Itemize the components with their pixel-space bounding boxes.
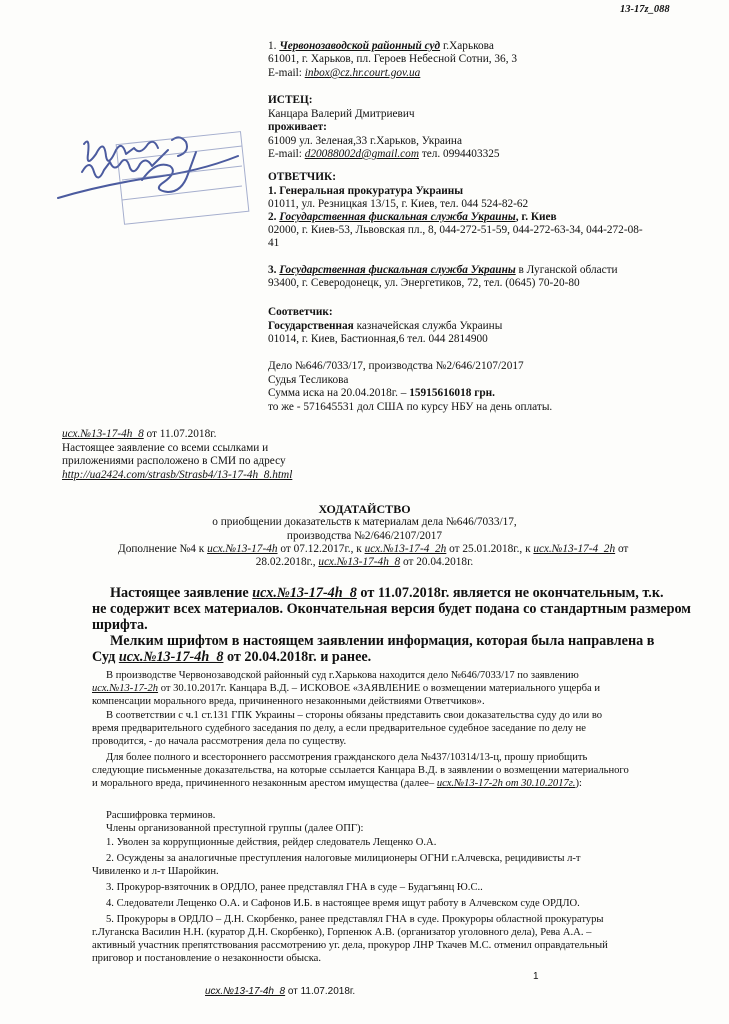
defendant-2-address: 02000, г. Киев-53, Львовская пл., 8, 044-272-51-59, 044-272-63-34, 044-272-08- [268,224,643,236]
notice-line-3: шрифта. [92,617,148,633]
body-p3-line-3: и морального вреда, причиненного незаконным арестом имущества (далее– исх.№13-17-2h от 30.10.2017г.): [92,778,582,789]
codefendant-label: Соответчик: [268,306,333,318]
term-2-line-2: Чивиленко и л-т Шаройкин. [92,866,219,877]
body-p1-line-1: В производстве Червонозаводской районный суд г.Харькова находится дело №646/7033/17 по заявлению [106,670,579,681]
plaintiff-name: Канцара Валерий Дмитриевич [268,108,415,120]
page-number: 1 [533,971,539,982]
terms-heading: Расшифровка терминов. [106,810,216,821]
notice-line-4: Мелким шрифтом в настоящем заявлении информация, которая была направлена в [110,633,655,649]
term-1: 1. Уволен за коррупционные действия, рейдер следователь Лещенко О.А. [106,837,437,848]
body-p1-line-3: компенсации морального вреда, причиненного незаконными действиями Ответчиков». [92,696,485,707]
document-code: 13-17z_088 [620,4,670,15]
addendum-line-2: 28.02.2018г., исх.№13-17-4h_8 от 20.04.2018г. [255,556,474,568]
term-4: 4. Следователи Лещенко О.А. и Сафонов И.Б. в настоящее время ищут работу в Алчевском суде ОРДЛО. [106,898,580,909]
court-line: 1. Червонозаводской районный суд г.Харькова [268,40,494,52]
reference-url-link[interactable]: http://ua2424.com/strasb/Strasb4/13-17-4h_8.html [62,469,293,481]
body-p1-line-2: исх.№13-17-2h от 30.10.2017г. Канцара В.Д. – ИСКОВОЕ «ЗАЯВЛЕНИЕ о возмещении материального ущерба и [92,683,601,694]
defendant-2-address-cont: 41 [268,237,280,249]
term-5-line-2: г.Луганска Василин Н.Н. (куратор Д.Н. Скорбенко), Горпенюк А.В. (организатор уголовного дела), Рева А.А. – [92,927,592,938]
reference-note-2: приложениями расположено в СМИ по адресу [62,455,286,467]
court-name: Червонозаводской районный суд [279,40,441,52]
addendum-line-1: Дополнение №4 к исх.№13-17-4h от 07.12.2017г., к исх.№13-17-4_2h от 25.01.2018г., к исх.№13-17-4_2h от [118,543,629,555]
judge: Судья Тесликова [268,374,349,386]
title-subtitle-2: производства №2/646/2107/2017 [286,530,443,542]
codefendant-address: 01014, г. Киев, Бастионная,6 тел. 044 2814900 [268,333,488,345]
plaintiff-email-line: E-mail: d20088002d@gmail.com тел. 0994403325 [268,148,500,160]
defendant-label: ОТВЕТЧИК: [268,171,336,183]
footer-reference: исх.№13-17-4h_8 от 11.07.2018г. [205,986,356,997]
plaintiff-email-link[interactable]: d20088002d@gmail.com [304,148,419,160]
court-email-link[interactable]: inbox@cz.hr.court.gov.ua [304,67,421,79]
court-address: 61001, г. Харьков, пл. Героев Небесной Сотни, 36, 3 [268,53,517,65]
plaintiff-label: ИСТЕЦ: [268,94,313,106]
reference-number: исх.№13-17-4h_8 от 11.07.2018г. [62,428,217,440]
body-p2-line-3: проводится, - до начала рассмотрения дела по существу. [92,736,347,747]
codefendant-name: Государственная казначейская служба Украины [268,320,503,332]
court-email-line: E-mail: inbox@cz.hr.court.gov.ua [268,67,421,79]
defendant-3-address: 93400, г. Северодонецк, ул. Энергетиков, 72, тел. (0645) 70-20-80 [268,277,580,289]
body-p2-line-1: В соответствии с ч.1 ст.131 ГПК Украины – стороны обязаны представить свои доказательства суду до или во [106,710,603,721]
term-5-line-3: активный участник препятствования рассмотрению уг. дела, прокурор ЛНР Ткачев М.С. отменил оправдательный [92,940,608,951]
case-number: Дело №646/7033/17, производства №2/646/2107/2017 [268,360,524,372]
plaintiff-address: 61009 ул. Зеленая,33 г.Харьков, Украина [268,135,462,147]
claim-sum: Сумма иска на 20.04.2018г. – 15915616018 грн. [268,387,495,399]
body-p3-line-2: следующие письменные доказательства, на которые ссылается Канцара В.Д. в заявлении о возмещении материального [92,765,629,776]
defendant-2: 2. Государственная фискальная служба Украины, г. Киев [268,211,557,223]
term-3: 3. Прокурор-взяточник в ОРДЛО, ранее представлял ГНА в суде – Будагъянц Ю.С.. [106,882,483,893]
title-subtitle-1: о приобщении доказательств к материалам дела №646/7033/17, [212,516,517,528]
term-5-line-1: 5. Прокуроры в ОРДЛО – Д.Н. Скорбенко, ранее представлял ГНА в суде. Прокуроры областной прокуратуры [106,914,604,925]
notice-line-2: не содержит всех материалов. Окончательная версия будет подана со стандартным размером [92,601,691,617]
handwritten-stamp [22,120,267,230]
defendant-1-address: 01011, ул. Резницкая 13/15, г. Киев, тел. 044 524-82-62 [268,198,529,210]
body-p2-line-2: время предварительного судебного заседания по делу, а если предварительное судебное заседание по делу не [92,723,586,734]
plaintiff-resides-label: проживает: [268,121,327,133]
document-title: ХОДАТАЙСТВО [318,502,411,516]
body-p3-line-1: Для более полного и всестороннего рассмотрения гражданского дела №437/10314/13-ц, прошу приобщить [106,752,588,763]
notice-line-1: Настоящее заявление исх.№13-17-4h_8 от 11.07.2018г. является не окончательным, т.к. [110,585,664,601]
defendant-3: 3. Государственная фискальная служба Украины в Луганской области [268,264,618,276]
claim-usd: то же - 571645531 дол США по курсу НБУ на день оплаты. [268,401,553,413]
defendant-1: 1. Генеральная прокуратура Украины [268,185,464,197]
notice-line-5: Суд исх.№13-17-4h_8 от 20.04.2018г. и ранее. [92,649,372,665]
reference-note-1: Настоящее заявление со всеми ссылками и [62,442,269,454]
term-2-line-1: 2. Осуждены за аналогичные преступления налоговые милиционеры ОГНИ г.Алчевска, рецидивисты л-т [106,853,581,864]
terms-members: Члены организованной преступной группы (далее ОПГ): [106,823,364,834]
term-5-line-4: приговор и постановление о незаконности обыска. [92,953,322,964]
